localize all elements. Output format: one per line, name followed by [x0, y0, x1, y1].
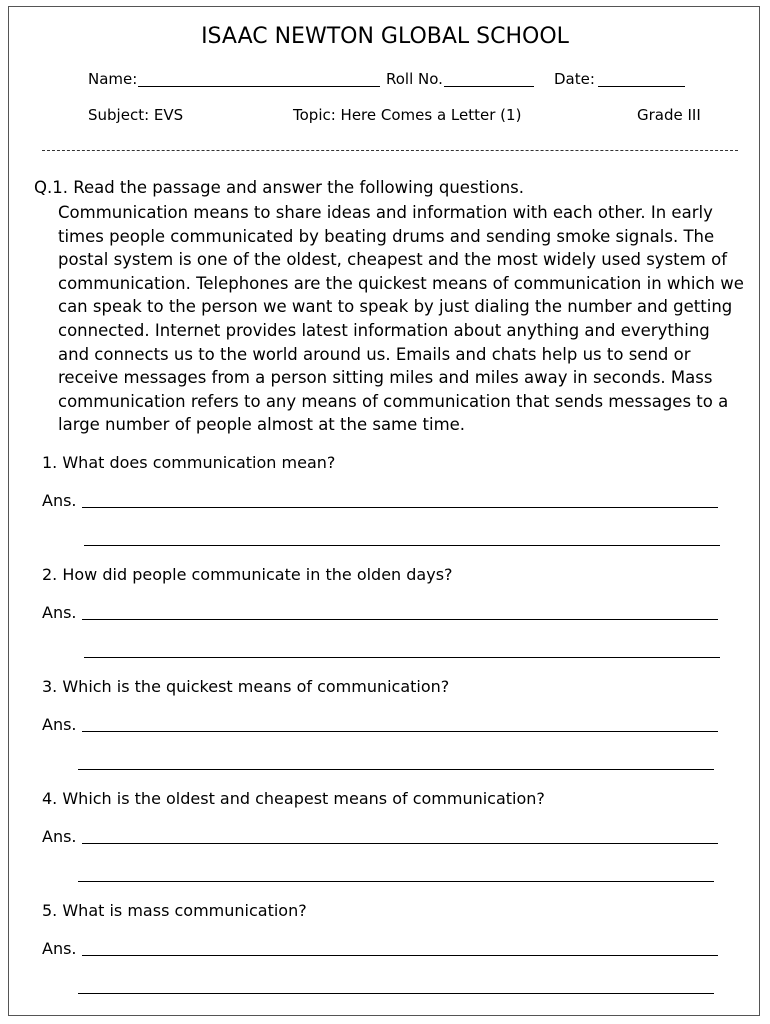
passage-line: connected. Internet provides latest information about anything and everything: [58, 320, 710, 340]
reading-passage: [58, 201, 748, 437]
question-5-text: 5. What is mass communication?: [42, 901, 307, 920]
passage-line: receive messages from a person sitting miles and miles away in seconds. Mass: [58, 368, 713, 388]
roll-number-label: Roll No.: [386, 70, 443, 88]
answer-5-line-2[interactable]: [78, 993, 714, 994]
header-divider: [42, 150, 738, 151]
answer-3-line-1[interactable]: [82, 731, 718, 732]
subject-label: Subject: EVS: [88, 106, 184, 124]
answer-4-line-2[interactable]: [78, 881, 714, 882]
name-field[interactable]: [138, 86, 380, 87]
passage-line: Communication means to share ideas and information with each other. In early: [58, 203, 713, 222]
question-3-text: 3. Which is the quickest means of communication?: [42, 677, 450, 696]
answer-3-label: Ans.: [42, 715, 77, 734]
passage-line: and connects us to the world around us. Emails and chats help us to send or: [58, 344, 691, 364]
answer-1-line-1[interactable]: [82, 507, 718, 508]
date-field[interactable]: [598, 86, 685, 87]
answer-1-line-2[interactable]: [84, 545, 720, 546]
answer-2-line-1[interactable]: [82, 619, 718, 620]
answer-5-label: Ans.: [42, 939, 77, 958]
passage-line: communication refers to any means of communication that sends messages to a: [58, 391, 729, 411]
passage-line: communication. Telephones are the quickest means of communication in which we: [58, 273, 744, 293]
question-2-text: 2. How did people communicate in the olden days?: [42, 565, 453, 584]
question-heading: Q.1. Read the passage and answer the following questions.: [34, 178, 525, 197]
answer-1-label: Ans.: [42, 491, 77, 510]
question-4-text: 4. Which is the oldest and cheapest means of communication?: [42, 789, 545, 808]
topic-label: Topic: Here Comes a Letter (1): [293, 106, 522, 124]
answer-3-line-2[interactable]: [78, 769, 714, 770]
question-1-text: 1. What does communication mean?: [42, 453, 336, 472]
passage-line: postal system is one of the oldest, cheapest and the most widely used system of: [58, 250, 728, 270]
answer-2-label: Ans.: [42, 603, 77, 622]
page-border: [8, 6, 760, 1016]
name-label: Name:: [88, 70, 138, 88]
answer-4-line-1[interactable]: [82, 843, 718, 844]
roll-number-field[interactable]: [444, 86, 534, 87]
school-title: ISAAC NEWTON GLOBAL SCHOOL: [201, 24, 569, 49]
answer-2-line-2[interactable]: [84, 657, 720, 658]
date-label: Date:: [554, 70, 595, 88]
passage-line: times people communicated by beating drums and sending smoke signals. The: [58, 226, 715, 246]
passage-line: can speak to the person we want to speak by just dialing the number and getting: [58, 297, 733, 317]
grade-label: Grade III: [637, 106, 701, 124]
answer-4-label: Ans.: [42, 827, 77, 846]
passage-line: large number of people almost at the same time.: [58, 415, 466, 435]
answer-5-line-1[interactable]: [82, 955, 718, 956]
